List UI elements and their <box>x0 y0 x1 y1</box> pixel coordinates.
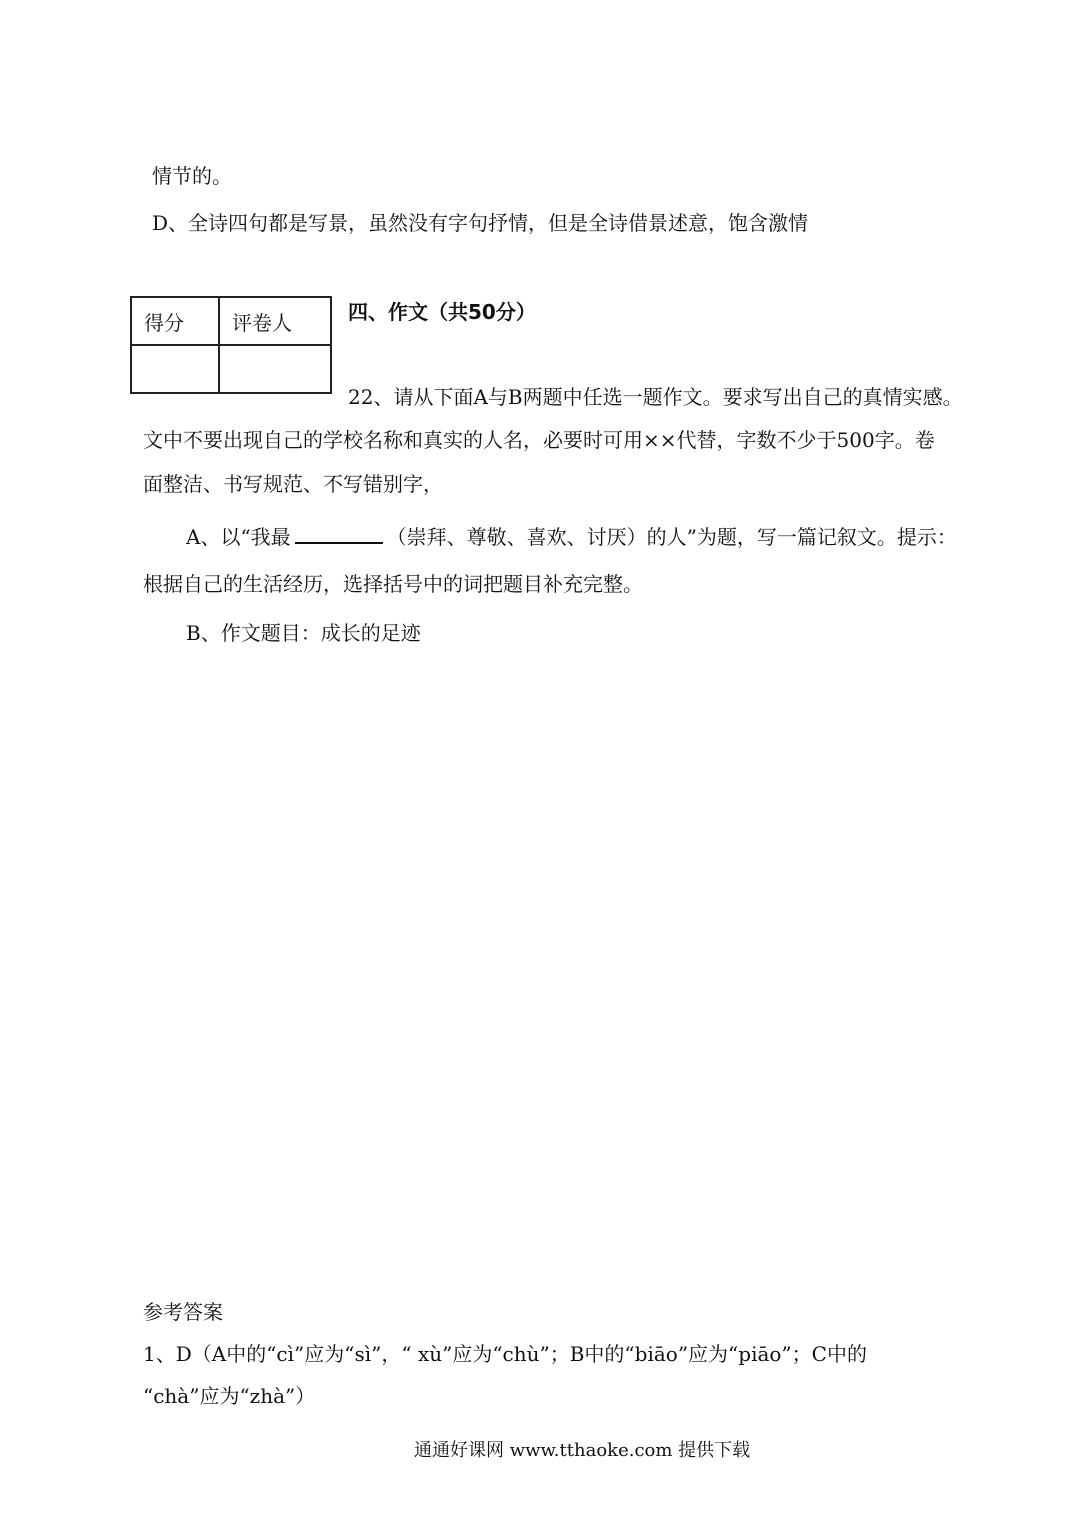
grader-header: 评卷人 <box>219 297 331 345</box>
option-a-suffix: （崇拜、尊敬、喜欢、讨厌）的人”为题，写一篇记叙文。提示： <box>386 525 957 549</box>
q22-line1: 22、请从下面A与B两题中任选一题作文。要求写出自己的真情实感。 <box>348 385 963 409</box>
option-b: B、作文题目：成长的足迹 <box>186 621 421 645</box>
option-a-prefix: A、以“我最 <box>186 525 291 549</box>
option-a-line2: 根据自己的生活经历，选择括号中的词把题目补充完整。 <box>143 572 643 596</box>
score-cell[interactable] <box>131 345 219 393</box>
answers-title: 参考答案 <box>143 1300 223 1324</box>
q22-line3: 面整洁、书写规范、不写错别字， <box>143 472 443 496</box>
answer-1-line1: 1、D（A中的“cì”应为“sì”，“ xù”应为“chù”；B中的“biāo”应为“piāo”；C中的 <box>143 1342 867 1366</box>
q22-line2: 文中不要出现自己的学校名称和真实的人名，必要时可用××代替，字数不少于500字。卷 <box>143 428 935 452</box>
answer-1-line2: “chà”应为“zhà”） <box>143 1384 316 1408</box>
footer-text: 通通好课网 www.tthaoke.com 提供下载 <box>414 1440 751 1461</box>
prev-option-d: D、全诗四句都是写景，虽然没有字句抒情，但是全诗借景述意，饱含激情 <box>152 211 809 235</box>
score-table <box>130 296 332 394</box>
score-header: 得分 <box>131 297 219 345</box>
prev-question-continuation: 情节的。 <box>152 164 232 188</box>
fill-in-blank[interactable] <box>295 522 383 544</box>
section-heading: 四、作文（共50分） <box>348 300 536 324</box>
option-a <box>186 522 957 551</box>
grader-cell[interactable] <box>219 345 331 393</box>
